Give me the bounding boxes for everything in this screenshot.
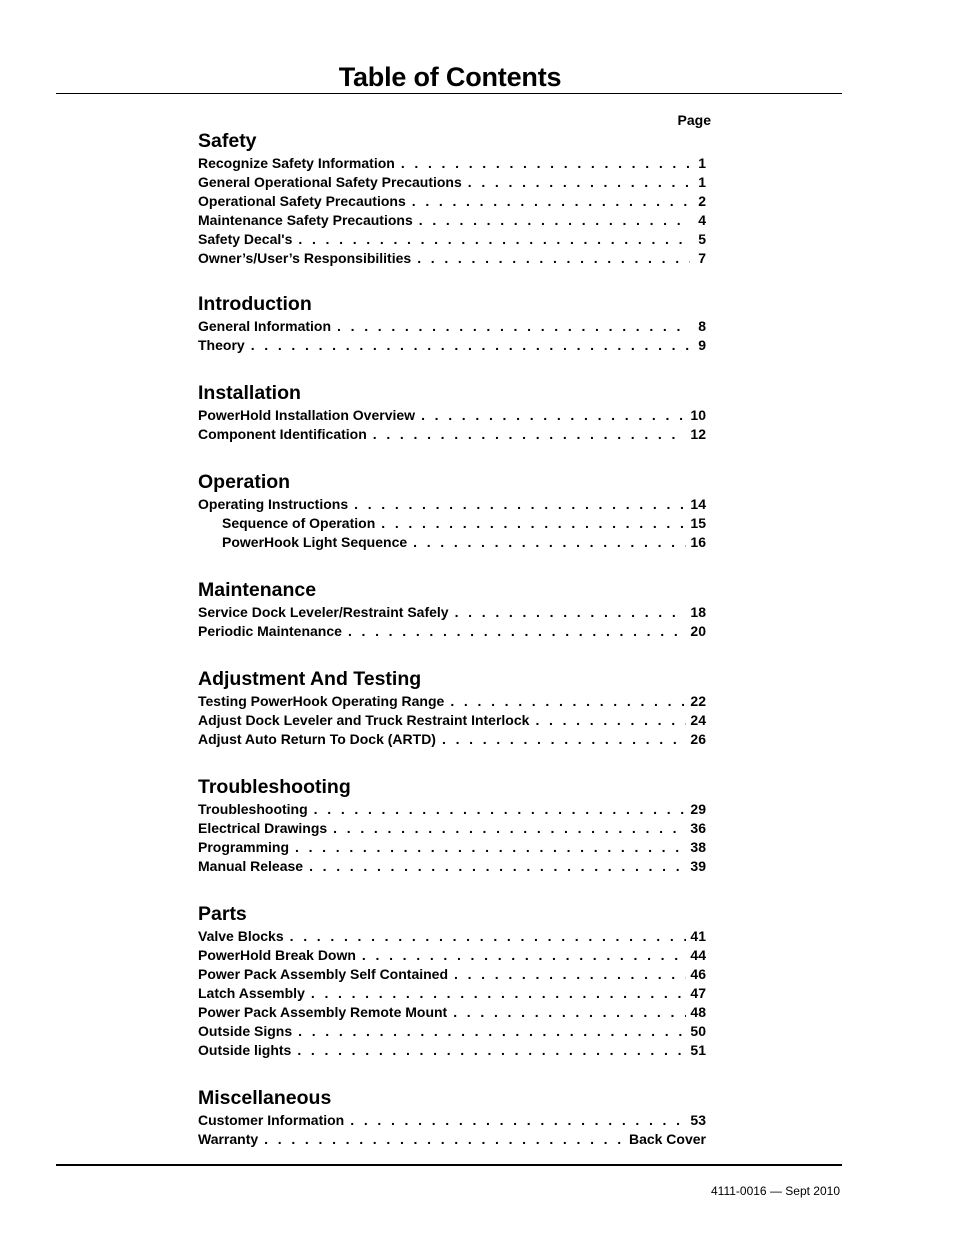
toc-entry-label: Customer Information xyxy=(198,1112,345,1128)
toc-entry-page: 38 xyxy=(690,839,706,855)
dot-leader xyxy=(419,211,690,230)
toc-entry[interactable] xyxy=(198,838,706,857)
toc-entry[interactable] xyxy=(198,230,706,249)
toc-entry-page: 1 xyxy=(698,155,706,171)
toc-entry[interactable] xyxy=(198,927,706,946)
toc-entry-label: Safety Decal's xyxy=(198,231,293,247)
toc-entry-label: Sequence of Operation xyxy=(222,515,376,531)
toc-section xyxy=(198,128,706,268)
dot-leader xyxy=(362,946,687,965)
toc-section xyxy=(198,291,706,355)
dot-leader xyxy=(251,336,690,355)
table-of-contents xyxy=(198,128,706,1174)
toc-section xyxy=(198,1085,706,1149)
toc-entry-label: Power Pack Assembly Self Contained xyxy=(198,966,449,982)
section-heading: Installation xyxy=(198,382,301,404)
dot-leader xyxy=(412,192,690,211)
toc-entry-label: PowerHook Light Sequence xyxy=(222,534,408,550)
toc-entry[interactable] xyxy=(198,192,706,211)
dot-leader xyxy=(298,230,690,249)
toc-entry-label: Latch Assembly xyxy=(198,985,305,1001)
toc-entry-page: 50 xyxy=(690,1023,706,1039)
toc-entry[interactable] xyxy=(198,730,706,749)
toc-entry-label: Service Dock Leveler/Restraint Safely xyxy=(198,604,449,620)
section-heading: Introduction xyxy=(198,293,312,315)
toc-entry-page: 14 xyxy=(690,496,706,512)
toc-entry-label: Power Pack Assembly Remote Mount xyxy=(198,1004,448,1020)
toc-entry-label: Operational Safety Precautions xyxy=(198,193,406,209)
toc-entry-label: PowerHold Break Down xyxy=(198,947,356,963)
toc-entry-label: Outside Signs xyxy=(198,1023,293,1039)
toc-entry[interactable] xyxy=(198,603,706,622)
dot-leader xyxy=(290,927,687,946)
toc-entry-label: Theory xyxy=(198,337,245,353)
toc-entry[interactable] xyxy=(198,965,706,984)
dot-leader xyxy=(373,425,687,444)
dot-leader xyxy=(298,1022,686,1041)
toc-entry-page: 10 xyxy=(690,407,706,423)
toc-entry-page: 20 xyxy=(690,623,706,639)
toc-entry-page: 12 xyxy=(690,426,706,442)
toc-entry-label: Maintenance Safety Precautions xyxy=(198,212,413,228)
toc-entry-label: PowerHold Installation Overview xyxy=(198,407,416,423)
toc-entry-page: 29 xyxy=(690,801,706,817)
dot-leader xyxy=(297,1041,686,1060)
toc-entry[interactable] xyxy=(198,622,706,641)
page-title: Table of Contents xyxy=(338,62,562,92)
toc-section xyxy=(198,380,706,444)
toc-entry[interactable] xyxy=(198,1041,706,1060)
toc-section xyxy=(198,666,706,749)
toc-entry-page: 47 xyxy=(690,985,706,1001)
toc-entry-label: Adjust Dock Leveler and Truck Restraint Interlock xyxy=(198,712,530,728)
toc-entry-label: Troubleshooting xyxy=(198,801,308,817)
dot-leader xyxy=(535,711,686,730)
toc-entry-label: Manual Release xyxy=(198,858,304,874)
toc-entry-label: Periodic Maintenance xyxy=(198,623,342,639)
page-column-header: Page xyxy=(677,112,711,128)
dot-leader xyxy=(450,692,686,711)
toc-entry-page: 36 xyxy=(690,820,706,836)
dot-leader xyxy=(314,800,687,819)
toc-entry-page: 5 xyxy=(698,231,706,247)
toc-entry-page: 7 xyxy=(698,250,706,266)
toc-entry-label: Testing PowerHook Operating Range xyxy=(198,693,445,709)
toc-entry-label: Owner’s/User’s Responsibilities xyxy=(198,250,412,266)
dot-leader xyxy=(311,984,687,1003)
toc-entry-label: Component Identification xyxy=(198,426,367,442)
toc-entry-page: 9 xyxy=(698,337,706,353)
toc-entry[interactable] xyxy=(198,1130,706,1149)
dot-leader xyxy=(417,249,690,268)
toc-entry-page: 41 xyxy=(690,928,706,944)
toc-entry-label: Recognize Safety Information xyxy=(198,155,395,171)
toc-entry-page: 16 xyxy=(690,534,706,550)
section-heading: Safety xyxy=(198,130,257,152)
section-heading: Miscellaneous xyxy=(198,1087,332,1109)
toc-entry[interactable] xyxy=(198,533,706,552)
toc-entry-page: 4 xyxy=(698,212,706,228)
dot-leader xyxy=(295,838,686,857)
toc-entry[interactable] xyxy=(198,173,706,192)
toc-entry-page: 26 xyxy=(690,731,706,747)
section-heading: Adjustment And Testing xyxy=(198,668,422,690)
dot-leader xyxy=(337,317,690,336)
dot-leader xyxy=(442,730,686,749)
footer-rule xyxy=(56,1164,842,1166)
toc-entry-label: Electrical Drawings xyxy=(198,820,328,836)
toc-entry-page: 44 xyxy=(690,947,706,963)
toc-entry[interactable] xyxy=(198,692,706,711)
dot-leader xyxy=(468,173,690,192)
dot-leader xyxy=(454,965,686,984)
toc-entry[interactable] xyxy=(198,800,706,819)
toc-entry-page: 51 xyxy=(690,1042,706,1058)
dot-leader xyxy=(401,154,690,173)
toc-entry[interactable] xyxy=(198,1003,706,1022)
toc-entry-page: 1 xyxy=(698,174,706,190)
toc-entry-label: Operating Instructions xyxy=(198,496,349,512)
toc-entry[interactable] xyxy=(198,857,706,876)
toc-entry[interactable] xyxy=(198,495,706,514)
toc-entry-page: Back Cover xyxy=(628,1131,706,1147)
toc-entry-label: General Information xyxy=(198,318,332,334)
document-id: 4111-0016 — Sept 2010 xyxy=(711,1184,840,1198)
dot-leader xyxy=(309,857,686,876)
toc-entry[interactable] xyxy=(198,406,706,425)
toc-entry[interactable] xyxy=(198,946,706,965)
toc-entry[interactable] xyxy=(198,1022,706,1041)
toc-entry[interactable] xyxy=(198,211,706,230)
toc-section xyxy=(198,469,706,552)
toc-entry[interactable] xyxy=(198,819,706,838)
title-rule xyxy=(56,93,842,94)
toc-section xyxy=(198,901,706,1060)
toc-entry-page: 22 xyxy=(690,693,706,709)
toc-entry[interactable] xyxy=(198,425,706,444)
dot-leader xyxy=(455,603,687,622)
dot-leader xyxy=(264,1130,625,1149)
toc-entry-page: 8 xyxy=(698,318,706,334)
section-heading: Maintenance xyxy=(198,579,317,601)
dot-leader xyxy=(381,514,686,533)
toc-entry-page: 2 xyxy=(698,193,706,209)
toc-entry-label: Warranty xyxy=(198,1131,259,1147)
toc-entry-label: Outside lights xyxy=(198,1042,292,1058)
toc-entry[interactable] xyxy=(198,984,706,1003)
toc-entry-page: 39 xyxy=(690,858,706,874)
section-heading: Parts xyxy=(198,903,247,925)
toc-entry-label: Programming xyxy=(198,839,290,855)
toc-entry-label: Valve Blocks xyxy=(198,928,284,944)
toc-entry[interactable] xyxy=(198,249,706,268)
toc-entry-label: General Operational Safety Precautions xyxy=(198,174,462,190)
dot-leader xyxy=(348,622,686,641)
section-heading: Operation xyxy=(198,471,291,493)
toc-entry-page: 18 xyxy=(690,604,706,620)
toc-entry[interactable] xyxy=(198,317,706,336)
toc-section xyxy=(198,774,706,876)
dot-leader xyxy=(350,1111,686,1130)
dot-leader xyxy=(354,495,686,514)
dot-leader xyxy=(413,533,686,552)
toc-entry[interactable] xyxy=(198,514,706,533)
toc-entry[interactable] xyxy=(198,154,706,173)
toc-entry-page: 46 xyxy=(690,966,706,982)
dot-leader xyxy=(421,406,686,425)
toc-entry[interactable] xyxy=(198,711,706,730)
toc-entry[interactable] xyxy=(198,336,706,355)
toc-entry-page: 15 xyxy=(690,515,706,531)
toc-entry-page: 48 xyxy=(690,1004,706,1020)
toc-section xyxy=(198,577,706,641)
dot-leader xyxy=(453,1003,686,1022)
toc-entry-label: Adjust Auto Return To Dock (ARTD) xyxy=(198,731,436,747)
toc-entry[interactable] xyxy=(198,1111,706,1130)
section-heading: Troubleshooting xyxy=(198,776,351,798)
dot-leader xyxy=(333,819,686,838)
toc-entry-page: 24 xyxy=(690,712,706,728)
toc-entry-page: 53 xyxy=(690,1112,706,1128)
